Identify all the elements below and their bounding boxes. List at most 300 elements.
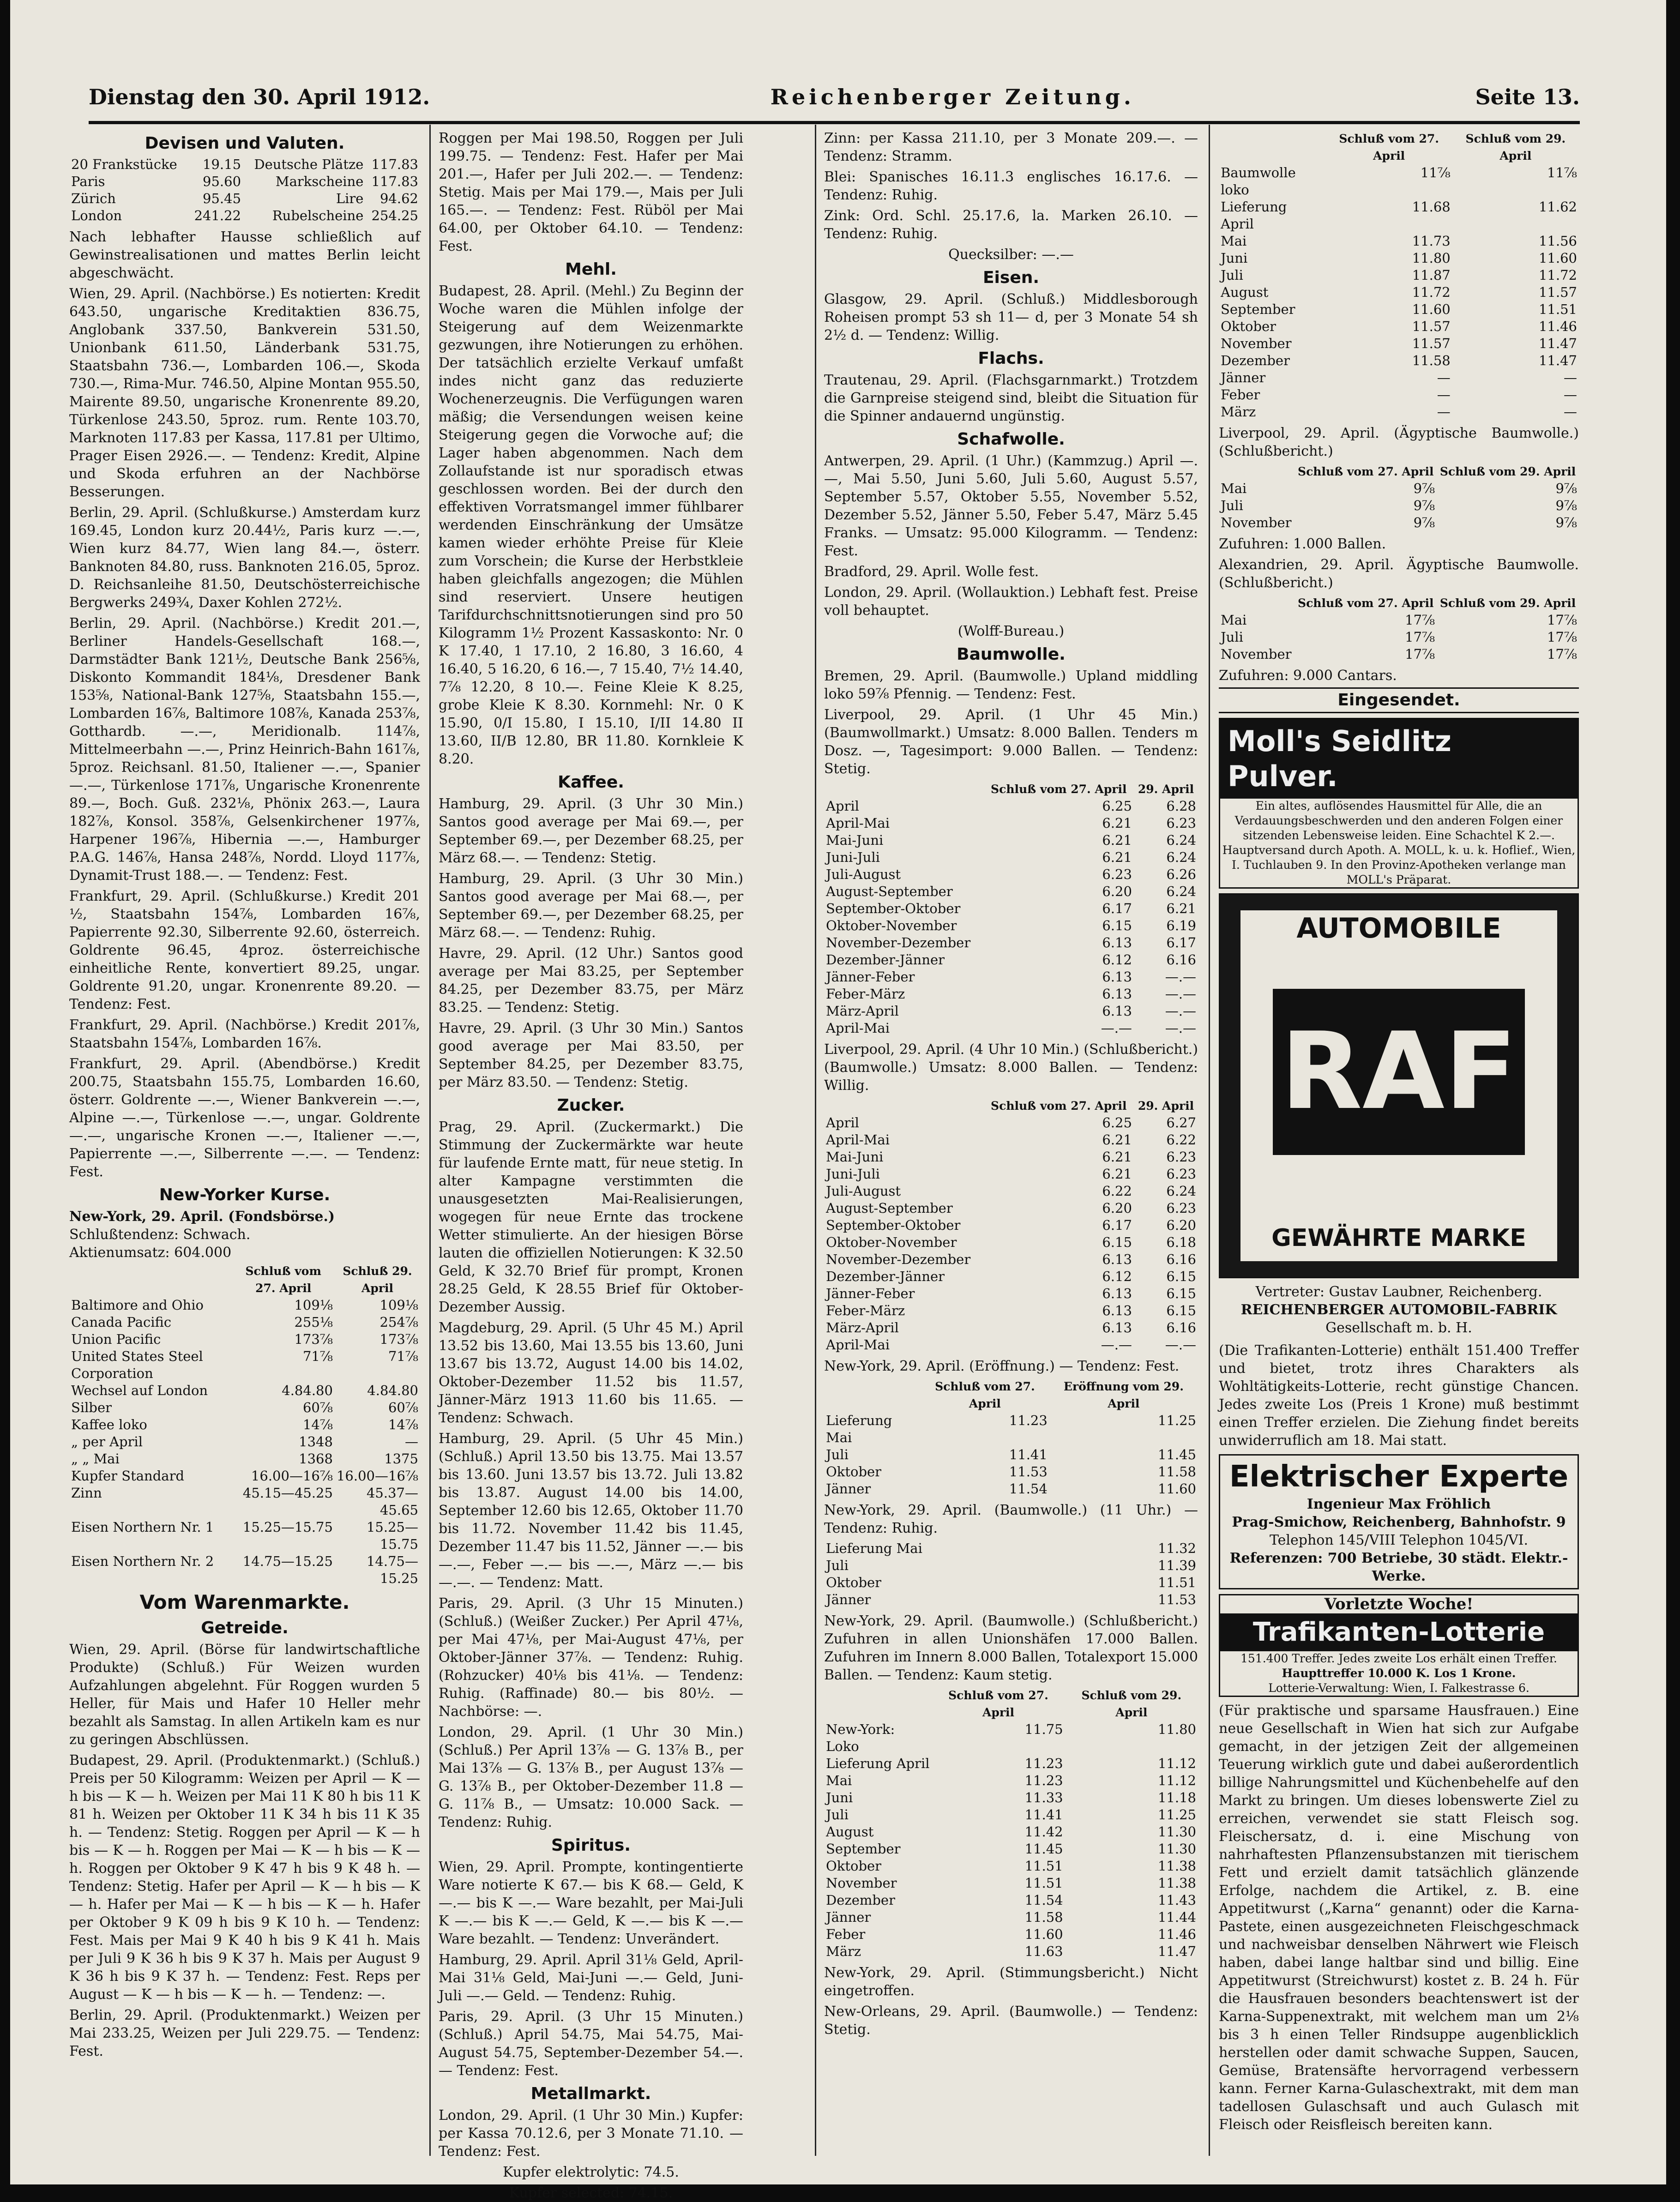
table-cell: 17⅞ xyxy=(1547,612,1577,628)
table-header-cell: Eröffnung vom 29. April xyxy=(1063,1380,1184,1410)
table-row xyxy=(69,1399,420,1416)
table-cell: 6.17 xyxy=(1166,935,1196,951)
table-cell: Jänner-Feber xyxy=(826,969,915,985)
table-header-cell: 29. April xyxy=(1138,782,1194,796)
zufuhren: Zufuhren: 9.000 Cantars. xyxy=(1219,668,1397,684)
table-cell: 6.16 xyxy=(1166,1320,1196,1336)
table-cell: Oktober-November xyxy=(826,918,957,933)
table-cell: 11.58 xyxy=(1024,1909,1063,1925)
table-cell: 11.23 xyxy=(1009,1413,1048,1428)
table-cell: Eisen Northern Nr. 1 xyxy=(71,1519,214,1535)
table-cell: 11.44 xyxy=(1157,1909,1196,1925)
table-cell: — xyxy=(405,1434,418,1450)
report-bremen: Bremen, 29. April. (Baumwolle.) Upland middling loko 59⅞ Pfennig. — Tendenz: Fest. xyxy=(824,668,1198,702)
table-cell: 1348 xyxy=(299,1434,333,1450)
table-row xyxy=(824,1557,1198,1574)
report-liverpool: Liverpool, 29. April. (4 Uhr 10 Min.) (Schlußbericht.) (Baumwolle.) Umsatz: 8.000 Ballen. — Tendenz: Willig. xyxy=(824,1041,1198,1094)
table-row xyxy=(824,1183,1198,1200)
table-cell: 11.38 xyxy=(1157,1858,1196,1874)
table-cell: 11.23 xyxy=(1024,1756,1063,1771)
table-cell: Oktober-November xyxy=(826,1234,957,1250)
table-cell: 11.33 xyxy=(1024,1790,1063,1805)
table-row xyxy=(824,1480,1198,1498)
table-cell: Juli xyxy=(1221,498,1243,513)
table-cell: 6.21 xyxy=(1102,815,1132,831)
table-row xyxy=(824,1319,1198,1336)
table-cell: Markscheine xyxy=(275,174,364,189)
table-cell: — xyxy=(1437,387,1451,403)
newyork-cotton-table xyxy=(824,1378,1198,1498)
table-header-cell: Schluß vom 29. April xyxy=(1081,1689,1182,1719)
ny-tendency: Schlußtendenz: Schwach. xyxy=(69,1227,251,1243)
table-cell: Baltimore and Ohio xyxy=(71,1297,204,1313)
table-cell: Oktober xyxy=(826,1575,882,1590)
table-row xyxy=(69,1553,420,1587)
table-row xyxy=(824,815,1198,832)
table-cell: —.— xyxy=(1165,969,1196,985)
report-glasgow: Glasgow, 29. April. (Schluß.) Middlesborough Roheisen prompt 53 sh 11— d, per 3 Monate 54 sh 2½ d. — Tendenz: Willig. xyxy=(824,291,1198,343)
table-cell: United States Steel Corporation xyxy=(71,1348,203,1381)
table-header-cell xyxy=(1219,463,1295,480)
table-cell: 9⅞ xyxy=(1413,498,1435,513)
table-header-cell: Schluß vom 27. April xyxy=(1298,596,1434,610)
table-cell: 4.84.80 xyxy=(367,1383,418,1398)
table-cell: Feber xyxy=(826,1926,866,1942)
table-row xyxy=(824,1943,1198,1960)
table-row xyxy=(1219,164,1579,199)
table-row xyxy=(1219,318,1579,335)
table-row xyxy=(69,1450,420,1468)
elektro-advertisement xyxy=(1219,1454,1579,1589)
alexandrien-table xyxy=(1219,595,1579,663)
table-row xyxy=(1219,629,1579,646)
report-london-metall: London, 29. April. (1 Uhr 30 Min.) Kupfer: per Kassa 70.12.6, per 3 Monate 71.10. — Tendenz: Fest. xyxy=(439,2107,743,2160)
table-cell: Juli xyxy=(1221,629,1243,645)
table-cell: 11.58 xyxy=(1412,353,1451,368)
report-paris-spiritus: Paris, 29. April. (3 Uhr 15 Minuten.) (Schluß.) April 54.75, Mai 54.75, Mai-August 54.75, September-Dezember 54.—. — Tendenz: Fest. xyxy=(439,2009,743,2079)
table-cell: Juni-Juli xyxy=(826,849,880,865)
table-row xyxy=(824,798,1198,815)
table-row xyxy=(69,156,420,173)
table-header-cell: Schluß vom 27. April xyxy=(948,1689,1048,1719)
table-row xyxy=(69,1416,420,1433)
kupfer-line: Kupfer selected: 74.15. xyxy=(509,2185,673,2201)
table-cell: 6.16 xyxy=(1166,952,1196,968)
table-row xyxy=(824,832,1198,849)
table-row xyxy=(824,866,1198,883)
table-cell: 6.13 xyxy=(1102,1303,1132,1318)
table-cell: Juli xyxy=(826,1807,849,1823)
table-cell: Juli xyxy=(1221,267,1243,283)
table-cell: 11.60 xyxy=(1412,301,1451,317)
table-cell: 6.18 xyxy=(1166,1234,1196,1250)
header-title: Reichenberger Zeitung. xyxy=(770,84,1135,109)
table-cell: 6.12 xyxy=(1102,1269,1132,1284)
table-cell: Oktober xyxy=(826,1858,882,1874)
table-cell: 11.39 xyxy=(1157,1558,1196,1573)
table-cell: 11.43 xyxy=(1157,1892,1196,1908)
table-cell: Dezember xyxy=(826,1892,895,1908)
table-cell: 11.51 xyxy=(1538,301,1577,317)
table-header-row xyxy=(824,1097,1198,1114)
table-cell: 11.51 xyxy=(1024,1858,1063,1874)
hausfrauen-article: (Für praktische und sparsame Hausfrauen.) Eine neue Gesellschaft in Wien hat sich zur Aufgabe gemacht, in der jetzigen Zeit der allgemeinen Teuerung wirklich gute und dabei außerordentlich billige Nahrungsmittel und Küchenbehelfe auf den Markt zu bringen. Um dieses lobenswerte Ziel zu erreichen, verwendet sie statt Fleisch sog. Fleischersatz, d. i. eine Mischung von nahrhaftesten Pflanzensubstanzen mit tierischem Fett und erzielt damit tatsächlich glänzende Erfolge, nachdem die Artikel, z. B. eine Appetitwurst („Karna“ genannt) oder die Karna-Pastete, einen ausgezeichneten Fleischgeschmack und nachweisbar denselben Nährwert wie Fleisch haben, dabei lange haltbar sind und billig. Eine Appetitwurst (Streichwurst) kostet z. B. 24 h. Für die Hausfrauen besonders beachtenswert ist der Karna-Suppenextrakt, mit welchem man um 2⅛ bis 3 h einen Teller Rindsuppe augenblicklich herstellen oder damit schwache Suppen, Saucen, Gemüse, Bratensäfte hervorragend verbessern kann. Ferner Karna-Gulaschextrakt, mit dem man tadellosen Gulaschsaft und auch Gulasch mit Fleisch oder Reisfleisch bereiten kann. xyxy=(1219,1703,1579,2133)
report-prag-zucker: Prag, 29. April. (Zuckermarkt.) Die Stimmung der Zuckermärkte war heute für laufende Ernte matt, für neue stetig. In alter Kampagne verstimmten die unausgesetzten Mai-Realisierungen, wogegen für neue Ernte das trockene Wetter stimulierte. An der hiesigen Börse lauten die offiziellen Notierungen: K 32.50 Geld, K 32.70 Brief für prompt, Kronen 28.25 Geld, K 28.55 Brief für Oktober-Dezember Aussig. xyxy=(439,1119,743,1315)
table-cell: April-Mai xyxy=(826,1020,890,1036)
table-header-cell: Schluß 29. April xyxy=(343,1264,412,1295)
table-cell: Juni xyxy=(826,1790,853,1805)
table-cell: 6.15 xyxy=(1166,1269,1196,1284)
table-row xyxy=(1219,646,1579,663)
table-cell: New-York: Loko xyxy=(826,1721,895,1754)
report-newyork-baumwolle: New-York, 29. April. (Eröffnung.) — Tendenz: Fest. xyxy=(824,1358,1180,1374)
raf-advertisement xyxy=(1219,893,1579,1278)
table-cell: August xyxy=(1221,284,1269,300)
table-cell: —.— xyxy=(1101,1337,1132,1353)
table-row xyxy=(1219,480,1579,497)
table-row xyxy=(824,1336,1198,1354)
section-title: Kaffee. xyxy=(558,773,624,792)
table-header-row xyxy=(824,1687,1198,1721)
table-cell: Feber-März xyxy=(826,1303,905,1318)
table-cell: 9⅞ xyxy=(1413,515,1435,530)
table-cell: 6.16 xyxy=(1166,1251,1196,1267)
column-rule xyxy=(1209,125,1210,2156)
report-berlin-produkten: Berlin, 29. April. (Produktenmarkt.) Weizen per Mai 233.25, Weizen per Juli 229.75. — Tendenz: Fest. xyxy=(69,2007,420,2059)
report-wien: Wien, 29. April. (Nachbörse.) Es notierten: Kredit 643.50, ungarische Kreditaktien 836.75, Anglobank 337.50, Bankverein 531.50, Unionbank 611.50, Länderbank 531.75, Staatsbahn 736.—, Lombarden 106.—, Skoda 730.—, Rima-Mur. 746.50, Alpine Montan 955.50, Mairente 89.50, ungarische Kronenrente 89.20, Türkenlose 243.50, 5proz. rum. Rente 103.70, Marknoten 117.83 per Kassa, 117.81 per Ultimo, Prager Eisen 2926.—. — Tendenz: Kredit, Alpine und Skoda erfuhren an der Nachbörse Besserungen. xyxy=(69,286,420,500)
table-header-cell: Schluß vom 29. April xyxy=(1439,596,1576,610)
table-cell: 6.20 xyxy=(1102,884,1132,899)
table-header-cell xyxy=(1219,130,1326,164)
elek-address: Prag-Smichow, Reichenberg, Bahnhofstr. 9 xyxy=(1232,1514,1566,1530)
raf-gesellschaft: Gesellschaft m. b. H. xyxy=(1325,1320,1472,1336)
lottery-line: 151.400 Treffer. Jedes zweite Los erhält einen Treffer. xyxy=(1240,1652,1557,1665)
table-cell: 6.21 xyxy=(1166,901,1196,916)
report-london-zucker: London, 29. April. (1 Uhr 30 Min.) (Schluß.) Per April 13⅞ — G. 13⅞ B., per Mai 13⅞ — G. 13⅞ B., per August 13⅞ — G. 13⅞ B., per Oktober-Dezember 11.8 — G. 11⅞ B., — Umsatz: 10.000 Sack. — Tendenz: Ruhig. xyxy=(439,1724,743,1830)
table-header-row xyxy=(1219,130,1579,164)
table-row xyxy=(824,951,1198,969)
table-cell: 11.72 xyxy=(1538,267,1577,283)
table-cell: 11.45 xyxy=(1024,1841,1063,1857)
table-cell: Juli-August xyxy=(826,866,901,882)
table-cell: Eisen Northern Nr. 2 xyxy=(71,1553,214,1569)
kupfer-line: Kupfer elektrolytic: 74.5. xyxy=(503,2164,679,2180)
table-cell: Canada Pacific xyxy=(71,1314,172,1330)
table-cell: Jänner xyxy=(826,1592,871,1607)
section-title: Metallmarkt. xyxy=(530,2084,651,2103)
header-page: Seite 13. xyxy=(1475,84,1580,109)
table-cell: 11.56 xyxy=(1538,233,1577,249)
table-cell: Juli-August xyxy=(826,1183,901,1199)
section-title: Zucker. xyxy=(557,1096,625,1115)
column-4 xyxy=(1219,129,1579,2151)
table-cell: 11⅞ xyxy=(1420,165,1451,180)
table-cell: 9⅞ xyxy=(1413,481,1435,496)
elek-title: Elektrischer Experte xyxy=(1229,1460,1569,1494)
table-cell: März-April xyxy=(826,1003,899,1019)
table-cell: 11.54 xyxy=(1009,1481,1048,1497)
section-title: Mehl. xyxy=(565,260,617,279)
column-2 xyxy=(439,129,743,2201)
table-cell: 95.45 xyxy=(203,191,241,206)
table-cell: 6.19 xyxy=(1166,918,1196,933)
report-budapest-mehl: Budapest, 28. April. (Mehl.) Zu Beginn der Woche waren die Mühlen infolge der Steigerung auf dem Weizenmarkte gezwungen, ihre Notierungen zu erhöhen. Der tatsächlich erzielte Verkauf umfaßt indes nicht ganz das reduzierte Wochenerzeugnis. Die Verfügungen waren mäßig; die Versendungen weisen keine Steigerung gegen die Vorwoche auf; die Lager haben abgenommen. Nach dem Zollaufstande ist nur sporadisch etwas geschlossen worden. Bei der durch den effektiven Vorratsmangel immer fühlbarer werdenden Einschränkung der Umsätze kamen wieder erhöhte Preise für Kleie zum Vorschein; die Kurse der Herbstkleie haben gleichfalls angezogen; die Mühlen sind reserviert. Unsere heutigen Tarifdurchschnittsnotierungen sind pro 50 Kilogramm 1½ Prozent Kassaskonto: Nr. 0 K 17.40, 1 17.10, 2 16.80, 3 16.60, 4 16.40, 5 16.20, 6 16.—, 7 15.40, 7½ 14.40, 7⅞ 12.20, 8 10.—. Feine Kleie K 8.25, grobe Kleie K 8.30. Kornmehl: Nr. 0 K 15.90, 0/I 15.80, I 15.10, I/II 14.80 II 13.60, II/B 12.80, BR 11.80. Kornkleie K 8.20. xyxy=(439,283,743,767)
table-cell: 11.72 xyxy=(1412,284,1451,300)
table-cell: 95.60 xyxy=(203,174,241,189)
table-row xyxy=(824,1858,1198,1875)
table-cell: 6.24 xyxy=(1166,832,1196,848)
table-cell: Kupfer Standard xyxy=(71,1468,185,1484)
table-header-cell xyxy=(69,1263,232,1297)
table-cell: November-Dezember xyxy=(826,935,971,951)
table-cell: 1368 xyxy=(299,1451,333,1467)
section-title: Baumwolle. xyxy=(957,645,1066,664)
table-header-row xyxy=(1219,463,1579,480)
page-header xyxy=(89,81,1580,113)
table-cell: — xyxy=(1437,370,1451,385)
table-cell: September xyxy=(1221,301,1295,317)
table-row xyxy=(824,1251,1198,1268)
table-cell: 11.12 xyxy=(1157,1756,1196,1771)
table-cell: 6.24 xyxy=(1166,884,1196,899)
elek-references: Referenzen: 700 Betriebe, 30 städt. Elektr.-Werke. xyxy=(1229,1550,1568,1584)
table-cell: 117.83 xyxy=(371,174,418,189)
table-cell: 9⅞ xyxy=(1555,515,1577,530)
table-row xyxy=(69,1297,420,1314)
table-cell: 17⅞ xyxy=(1405,612,1435,628)
table-cell: 255⅛ xyxy=(294,1314,333,1330)
table-row xyxy=(824,1446,1198,1463)
agypt-cotton-table xyxy=(1219,463,1579,531)
report-alexandrien: Alexandrien, 29. April. Ägyptische Baumwolle. (Schlußbericht.) xyxy=(1219,557,1579,591)
table-cell: April xyxy=(826,798,859,814)
table-cell: 11.80 xyxy=(1157,1721,1196,1737)
table-cell: 6.23 xyxy=(1166,1166,1196,1182)
table-cell: 6.20 xyxy=(1102,1200,1132,1216)
table-cell: 11.62 xyxy=(1538,199,1577,215)
lottery-title: Trafikanten-Lotterie xyxy=(1220,1613,1578,1651)
table-row xyxy=(824,1591,1198,1608)
table-header-cell xyxy=(824,1097,984,1114)
table-row xyxy=(69,207,420,224)
table-cell: 45.37—45.65 xyxy=(366,1485,418,1518)
table-cell: Juni-Juli xyxy=(826,1166,880,1182)
table-row xyxy=(1219,250,1579,267)
table-cell: Dezember-Jänner xyxy=(826,1269,945,1284)
table-cell: März xyxy=(826,1943,861,1959)
column-rule xyxy=(429,125,431,2156)
table-cell: 71⅞ xyxy=(388,1348,418,1364)
table-cell: April-Mai xyxy=(826,1132,890,1148)
table-cell: Jänner xyxy=(1221,370,1266,385)
section-title: Eisen. xyxy=(982,268,1040,287)
report-blei: Blei: Spanisches 16.11.3 englisches 16.17.6. — Tendenz: Ruhig. xyxy=(824,169,1198,203)
raf-logo: RAF xyxy=(1273,989,1525,1155)
table-cell: —.— xyxy=(1101,1020,1132,1036)
table-cell: Mai xyxy=(1221,481,1247,496)
table-cell: 11.25 xyxy=(1157,1413,1196,1428)
moll-advertisement xyxy=(1219,718,1579,889)
table-row xyxy=(824,1412,1198,1446)
table-cell: 6.23 xyxy=(1166,1149,1196,1165)
section-title: Vom Warenmarkte. xyxy=(139,1591,350,1613)
table-header-cell: Schluß vom 27. April xyxy=(991,782,1127,796)
devisen-table xyxy=(69,156,420,224)
report-new-orleans: New-Orleans, 29. April. (Baumwolle.) — Tendenz: Stetig. xyxy=(824,2003,1198,2038)
table-cell: 16.00—16⅞ xyxy=(336,1468,418,1484)
report-berlin-roggen: Roggen per Mai 198.50, Roggen per Juli 199.75. — Tendenz: Fest. Hafer per Mai 201.—, Hafer per Juli 202.—. — Tendenz: Stetig. Mais per Mai 179.—, Mais per Juli 165.—. — Tendenz: Fest. Rüböl per Mai 64.00, per Oktober 64.10. — Tendenz: Fest. xyxy=(439,130,743,254)
table-cell: Mai xyxy=(1221,233,1247,249)
table-row xyxy=(824,1926,1198,1943)
table-cell: —.— xyxy=(1165,1003,1196,1019)
table-cell: 16.00—16⅞ xyxy=(251,1468,333,1484)
newyork-cotton-table xyxy=(824,1687,1198,1960)
table-row xyxy=(1219,369,1579,386)
table-cell: 173⅞ xyxy=(294,1331,333,1347)
table-cell: Feber-März xyxy=(826,986,905,1002)
table-row xyxy=(824,986,1198,1003)
table-row xyxy=(824,1149,1198,1166)
table-cell: April xyxy=(826,1115,859,1131)
table-cell: 11.80 xyxy=(1412,250,1451,266)
table-cell: Oktober xyxy=(1221,319,1277,334)
lottery-line: Haupttreffer 10.000 K. Los 1 Krone. xyxy=(1282,1667,1516,1680)
table-cell: August xyxy=(826,1824,874,1840)
table-cell: Lieferung Mai xyxy=(826,1413,892,1445)
table-cell: 11.47 xyxy=(1538,353,1577,368)
table-cell: 6.21 xyxy=(1102,849,1132,865)
column-rule xyxy=(815,125,816,2156)
table-cell: 6.12 xyxy=(1102,952,1132,968)
column-1 xyxy=(69,129,420,2151)
table-cell: 6.13 xyxy=(1102,1003,1132,1019)
table-cell: September xyxy=(826,1841,901,1857)
table-cell: 11.53 xyxy=(1009,1464,1048,1480)
table-cell: Jänner xyxy=(826,1481,871,1497)
table-row xyxy=(824,1234,1198,1251)
table-header-cell: Schluß vom 29. April xyxy=(1465,132,1566,162)
table-cell: 11.42 xyxy=(1024,1824,1063,1840)
table-cell: Lieferung April xyxy=(1221,199,1287,232)
table-cell: 6.23 xyxy=(1166,1200,1196,1216)
table-cell: 60⅞ xyxy=(302,1400,333,1415)
table-cell: 6.15 xyxy=(1166,1286,1196,1301)
table-cell: November xyxy=(826,1875,897,1891)
table-cell: 11.38 xyxy=(1157,1875,1196,1891)
table-cell: Juli xyxy=(826,1558,849,1573)
table-row xyxy=(824,1909,1198,1926)
table-cell: August-September xyxy=(826,1200,953,1216)
table-cell: Lieferung April xyxy=(826,1756,930,1771)
table-cell: Oktober xyxy=(826,1464,882,1480)
table-row xyxy=(824,1841,1198,1858)
table-cell: 11.57 xyxy=(1538,284,1577,300)
table-row xyxy=(1219,386,1579,403)
table-cell: 17⅞ xyxy=(1547,646,1577,662)
table-cell: 6.20 xyxy=(1166,1217,1196,1233)
table-cell: 11.18 xyxy=(1157,1790,1196,1805)
section-title: Schafwolle. xyxy=(957,430,1065,449)
report-liverpool-agypt: Liverpool, 29. April. (Ägyptische Baumwolle.) (Schlußbericht.) xyxy=(1219,425,1579,459)
header-rule xyxy=(89,121,1580,124)
report-quecksilber: Quecksilber: —.— xyxy=(948,247,1074,263)
table-cell: 11.25 xyxy=(1157,1807,1196,1823)
raf-panel xyxy=(1240,910,1557,1261)
table-header-row xyxy=(824,1378,1198,1412)
table-row xyxy=(824,1892,1198,1909)
report-berlin-schluss: Berlin, 29. April. (Schlußkurse.) Amsterdam kurz 169.45, London kurz 20.44½, Paris kurz —.—, Wien kurz 84.77, Wien lang 84.—, österr. Banknoten 84.80, russ. Banknoten 216.05, 5proz. D. Reichsanleihe 81.50, Deutschösterreichische Bergwerks 249¾, Daxer Kohlen 272½. xyxy=(69,505,420,611)
table-cell: 11.51 xyxy=(1024,1875,1063,1891)
table-header-cell: 29. April xyxy=(1138,1099,1194,1113)
table-row xyxy=(824,1823,1198,1841)
table-cell: November-Dezember xyxy=(826,1251,971,1267)
table-cell: 6.26 xyxy=(1166,866,1196,882)
raf-top: AUTOMOBILE xyxy=(1296,912,1501,945)
table-cell: 9⅞ xyxy=(1555,498,1577,513)
table-cell: 6.15 xyxy=(1166,1303,1196,1318)
report-london-wolle: London, 29. April. (Wollauktion.) Lebhaft fest. Preise voll behauptet. xyxy=(824,584,1198,619)
table-cell: 6.22 xyxy=(1166,1132,1196,1148)
table-cell: 11.60 xyxy=(1157,1481,1196,1497)
table-row xyxy=(824,934,1198,951)
report-wien-getreide: Wien, 29. April. (Börse für landwirtschaftliche Produkte) (Schluß.) Für Weizen wurden Aufzahlungen abgelehnt. Für Roggen wurden 5 Heller, für Mais und Hafer 10 Heller mehr bezahlt als Samstag. In allen Artikeln kam es nur zu geringen Abschlüssen. xyxy=(69,1642,420,1748)
table-cell: Lire xyxy=(336,191,364,206)
lottery-advertisement xyxy=(1219,1594,1579,1697)
table-cell: 6.25 xyxy=(1102,1115,1132,1131)
elek-name: Ingenieur Max Fröhlich xyxy=(1307,1496,1491,1512)
table-cell: 14⅞ xyxy=(302,1417,333,1432)
table-row xyxy=(69,1519,420,1553)
table-cell: 11.47 xyxy=(1157,1943,1196,1959)
table-row xyxy=(824,1166,1198,1183)
report-zinn: Zinn: per Kassa 211.10, per 3 Monate 209.—. — Tendenz: Stramm. xyxy=(824,130,1198,164)
table-cell: 6.28 xyxy=(1166,798,1196,814)
liverpool-table xyxy=(824,781,1198,1037)
table-row xyxy=(1219,267,1579,284)
table-cell: Feber xyxy=(1221,387,1260,403)
report-hamburg-kaffee: Hamburg, 29. April. (3 Uhr 30 Min.) Santos good average per Mai 69.—, per September 69.—, per Dezember 68.25, per März 68.—. — Tendenz: Stetig. xyxy=(439,796,743,866)
table-cell: Mai xyxy=(1221,612,1247,628)
table-cell: Kaffee loko xyxy=(71,1417,147,1432)
report-havre-kaffee: Havre, 29. April. (3 Uhr 30 Min.) Santos good average per Mai 83.50, per September 84.25, per Dezember 83.75, per März 83.50. — Tendenz: Stetig. xyxy=(439,1020,743,1090)
table-cell: — xyxy=(1564,404,1577,420)
table-cell: 11.41 xyxy=(1024,1807,1063,1823)
report-wien-spiritus: Wien, 29. April. Prompte, kontingentierte Ware notierte K 67.— bis K 68.— Geld, K —.— bis K —.— Ware bezahlt, per Mai-Juli K —.— bis K —.— Geld, K —.— bis K —.— Ware bezahlt. — Tendenz: Unverändert. xyxy=(439,1859,743,1947)
table-cell: 11.63 xyxy=(1024,1943,1063,1959)
section-title: Devisen und Valuten. xyxy=(145,134,345,153)
table-cell: 254⅞ xyxy=(379,1314,418,1330)
column-3 xyxy=(824,129,1198,2151)
table-cell: 109⅛ xyxy=(294,1297,333,1313)
table-row xyxy=(69,1433,420,1450)
table-cell: Zinn xyxy=(71,1485,102,1501)
table-header-cell: Schluß vom 27. April xyxy=(991,1099,1127,1113)
report-berlin-nachboerse: Berlin, 29. April. (Nachbörse.) Kredit 201.—, Berliner Handels-Gesellschaft 168.—, Darmstädter Bank 121½, Deutsche Bank 256⅝, Diskonto Kommandit 184⅛, Dresdener Bank 153⅝, National-Bank 127⅝, Staatsbahn 155.—, Lombarden 16⅞, Baltimore 108⅞, Kanada 253⅞, Gotthardb. —.—, Meridionalb. 114⅞, Mittelmeerbahn —.—, Prinz Heinrich-Bahn 161⅞, 5proz. Reichsanl. 81.50, Italiener —.—, Spanier —.—, Türkenlose 171⅞, Ungarische Kronenrente 89.—, Boch. Guß. 232⅛, Phönix 263.—, Laura 182⅞, Konsol. 358⅞, Gelsenkirchener 197⅞, Harpener 196⅞, Hibernia —.—, Hamburger P.A.G. 146⅞, Hansa 248⅞, Nordd. Lloyd 117⅞, Dynamit-Trust 188.—. — Tendenz: Fest. xyxy=(69,615,420,884)
table-cell: 14.75—15.25 xyxy=(242,1553,333,1569)
moll-title: Moll's Seidlitz Pulver. xyxy=(1220,719,1578,799)
table-cell: 11⅞ xyxy=(1547,165,1577,180)
table-cell: 6.13 xyxy=(1102,1251,1132,1267)
table-cell: 11.57 xyxy=(1412,319,1451,334)
table-cell: 45.15—45.25 xyxy=(242,1485,333,1501)
report-frankfurt-schluss: Frankfurt, 29. April. (Schlußkurse.) Kredit 201 ½, Staatsbahn 154⅞, Lombarden 16⅞, Papierrente 92.30, Silberrente 92.60, österreich. Goldrente 96.45, 4proz. österreichische einheitliche Rente, konvertiert 89.25, ungar. Goldrente 91.20, ungar. Kronenrente 89.20. — Tendenz: Fest. xyxy=(69,888,420,1012)
table-cell: 1375 xyxy=(384,1451,418,1467)
table-header-cell: Schluß vom 29. April xyxy=(1439,465,1576,478)
table-row xyxy=(69,1331,420,1348)
table-cell: 6.24 xyxy=(1166,849,1196,865)
table-cell: Juli xyxy=(826,1447,849,1462)
table-cell: 9⅞ xyxy=(1555,481,1577,496)
